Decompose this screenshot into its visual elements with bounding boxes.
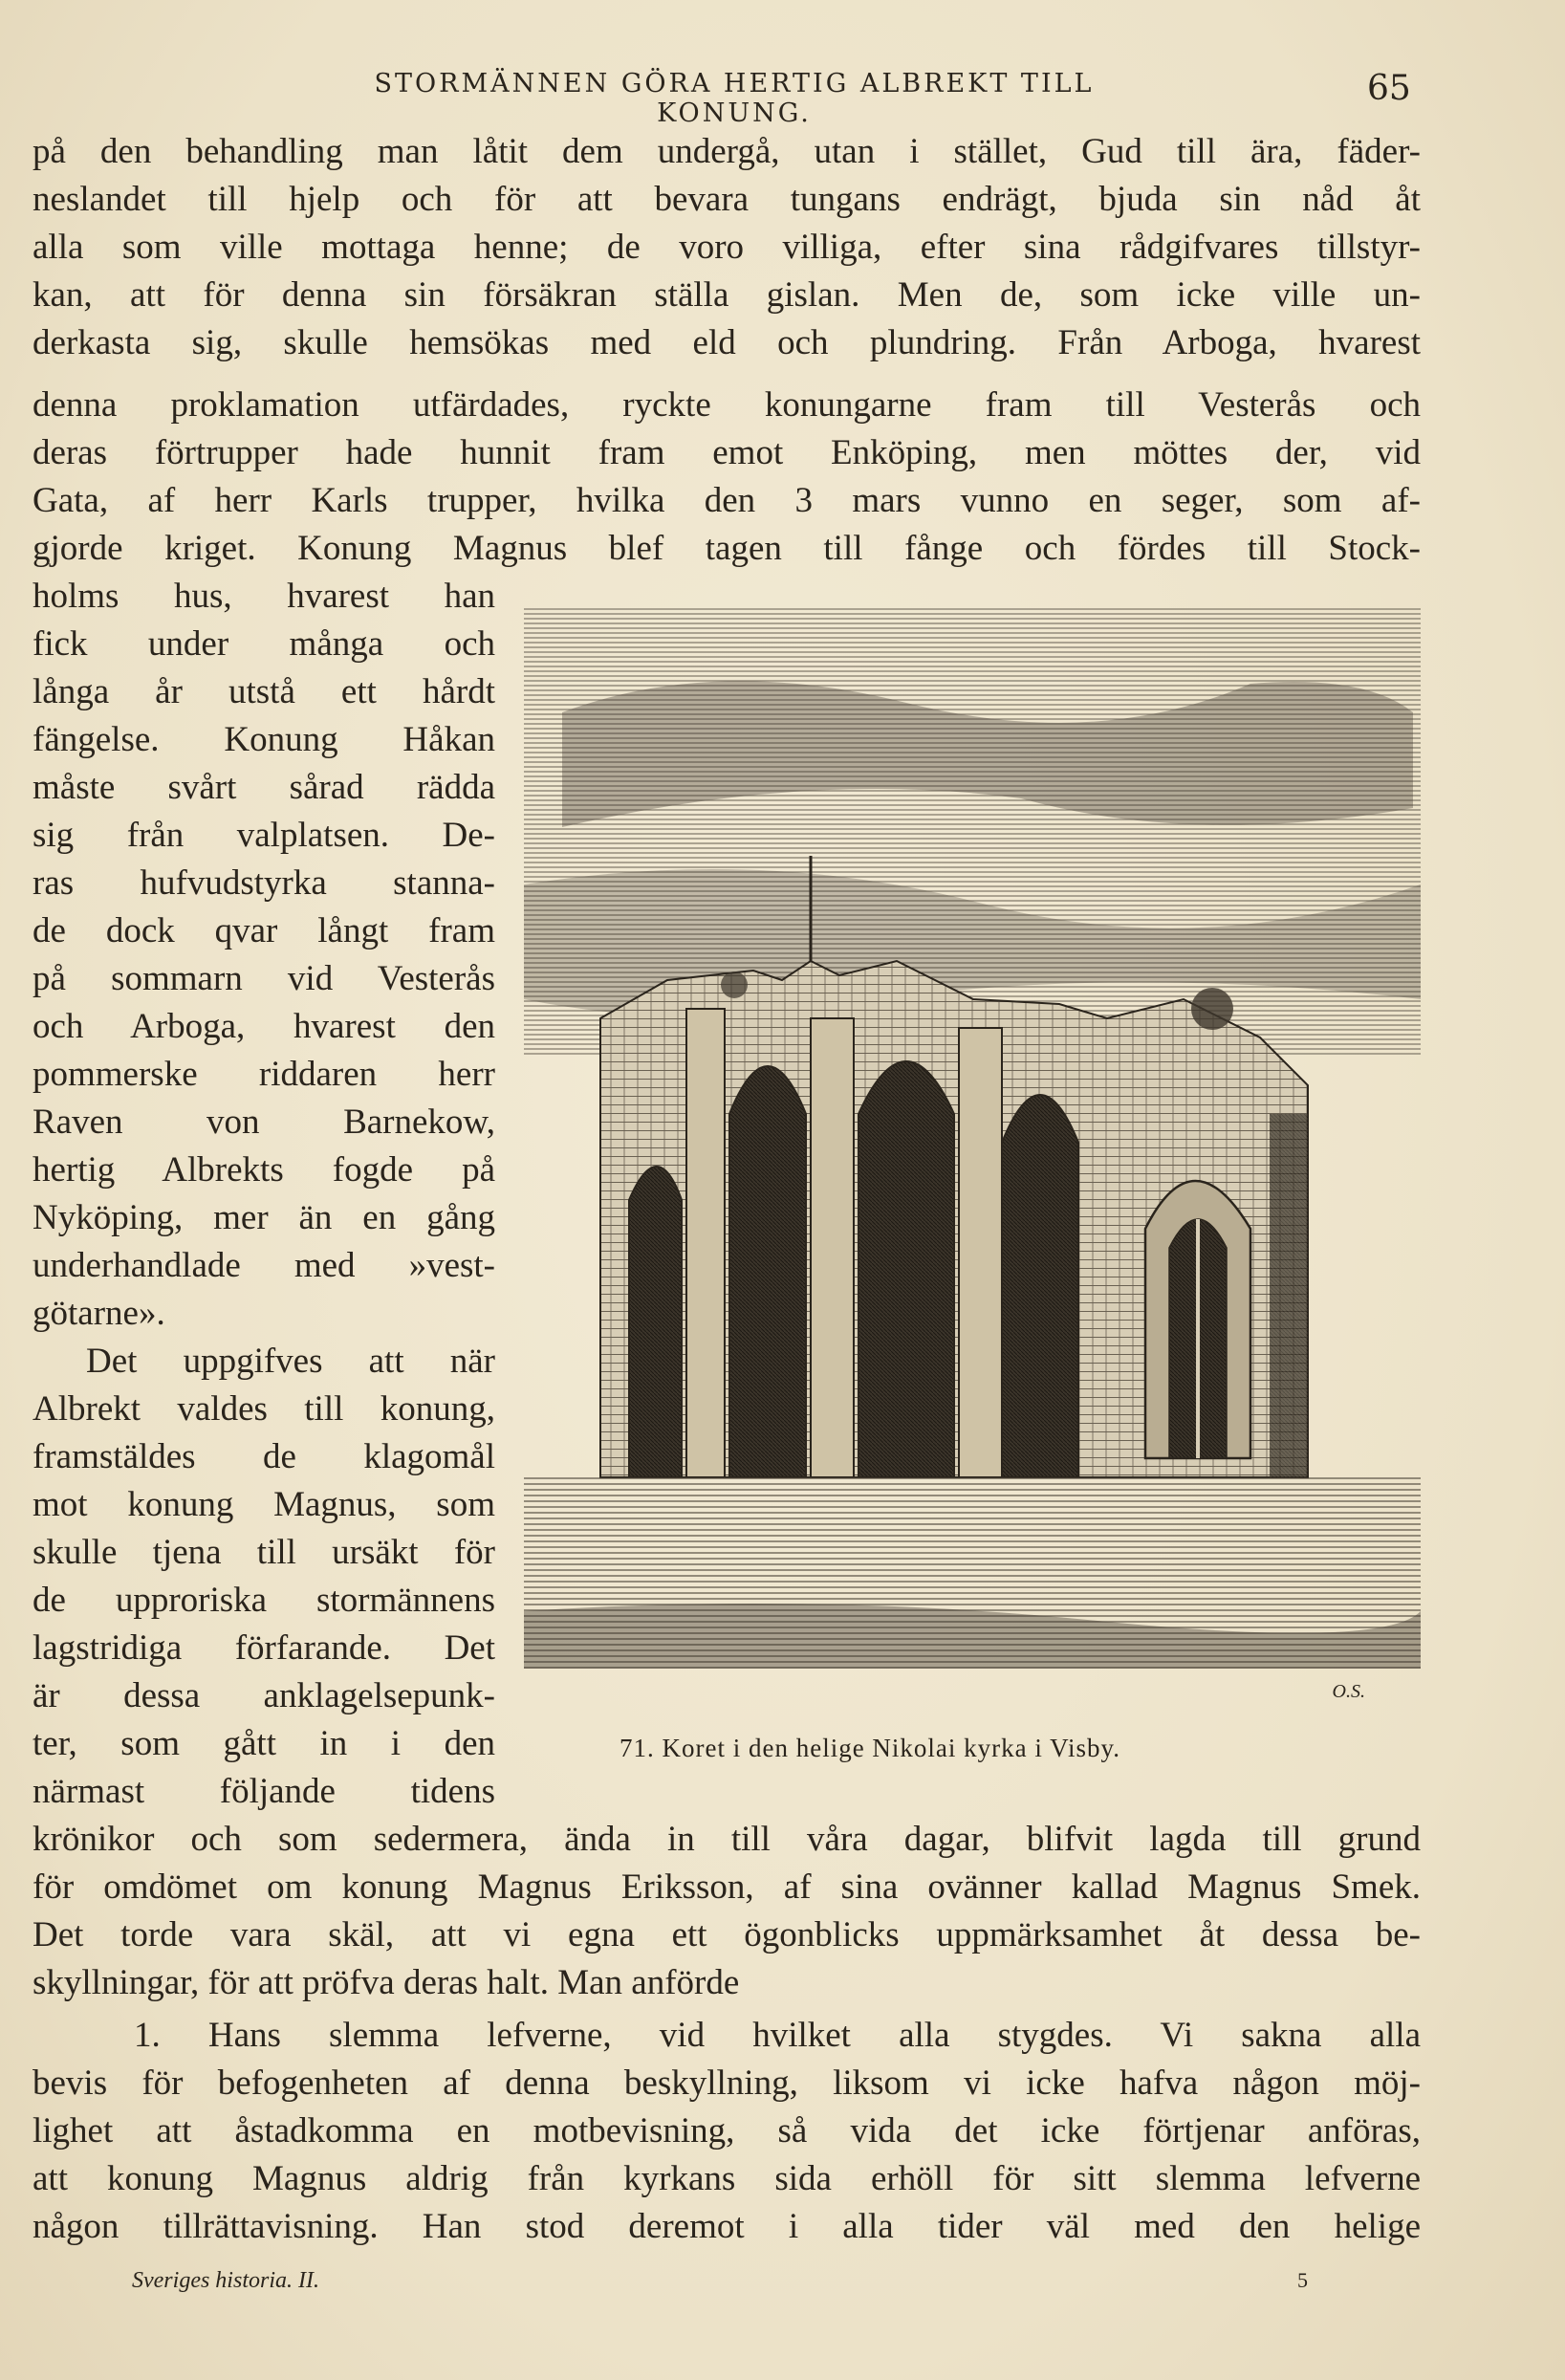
text-line: neslandet till hjelp och för att bevara tungans endrägt, bjuda sin nåd åt xyxy=(33,180,1421,219)
text-line: Gata, af herr Karls trupper, hvilka den 3 mars vunno en seger, som af- xyxy=(33,481,1421,520)
column-line: måste svårt sårad rädda xyxy=(33,768,495,807)
column-line: lagstridiga förfarande. Det xyxy=(33,1628,495,1668)
engraving-illustration xyxy=(524,598,1421,1702)
column-line: underhandlade med »vest- xyxy=(33,1246,495,1285)
column-line: fick under många och xyxy=(33,624,495,664)
column-line: ras hufvudstyrka stanna- xyxy=(33,863,495,903)
column-line: sig från valplatsen. De- xyxy=(33,816,495,855)
column-line: hertig Albrekts fogde på xyxy=(33,1150,495,1190)
text-line: krönikor och som sedermera, ända in till våra dagar, blifvit lagda till grund xyxy=(33,1820,1421,1859)
text-line: att konung Magnus aldrig från kyrkans sida erhöll för sitt slemma lefverne xyxy=(33,2159,1421,2198)
text-line: på den behandling man låtit dem undergå, utan i stället, Gud till ära, fäder- xyxy=(33,132,1421,171)
text-line: kan, att för denna sin försäkran ställa gislan. Men de, som icke ville un- xyxy=(33,275,1421,315)
text-line: någon tillrättavisning. Han stod deremot i alla tider väl med den helige xyxy=(33,2207,1421,2246)
text-line: 1. Hans slemma lefverne, vid hvilket alla stygdes. Vi sakna alla xyxy=(134,2016,1421,2055)
column-line: de dock qvar långt fram xyxy=(33,911,495,950)
column-line: närmast följande tidens xyxy=(33,1772,495,1811)
text-line: Det torde vara skäl, att vi egna ett ögonblicks uppmärksamhet åt dessa be- xyxy=(33,1915,1421,1954)
page-number: 65 xyxy=(1367,69,1411,108)
column-line: götarne». xyxy=(33,1294,165,1333)
column-line: fängelse. Konung Håkan xyxy=(33,720,495,759)
figure-caption: 71. Koret i den helige Nikolai kyrka i Visby. xyxy=(619,1734,1121,1762)
column-line: Albrekt valdes till konung, xyxy=(33,1389,495,1429)
text-line: deras förtrupper hade hunnit fram emot Enköping, men möttes der, vid xyxy=(33,433,1421,472)
column-line: holms hus, hvarest han xyxy=(33,577,495,616)
column-line: på sommarn vid Vesterås xyxy=(33,959,495,998)
text-line: gjorde kriget. Konung Magnus blef tagen till fånge och fördes till Stock- xyxy=(33,529,1421,568)
column-line: de upproriska stormännens xyxy=(33,1581,495,1620)
column-line: är dessa anklagelsepunk- xyxy=(33,1676,495,1715)
running-head: STORMÄNNEN GÖRA HERTIG ALBREKT TILL KONUNG. xyxy=(374,69,1095,128)
column-line: pommerske riddaren herr xyxy=(33,1055,495,1094)
column-line: skulle tjena till ursäkt för xyxy=(33,1533,495,1572)
engraver-mark: O.S. xyxy=(1332,1681,1365,1702)
column-line: ter, som gått in i den xyxy=(33,1724,495,1763)
column-line: Nyköping, mer än en gång xyxy=(33,1198,495,1237)
text-line: bevis för befogenheten af denna beskyllning, liksom vi icke hafva någon möj- xyxy=(33,2063,1421,2103)
column-line: Det uppgifves att när xyxy=(86,1342,495,1381)
column-line: mot konung Magnus, som xyxy=(33,1485,495,1524)
column-line: långa år utstå ett hårdt xyxy=(33,672,495,711)
column-line: och Arboga, hvarest den xyxy=(33,1007,495,1046)
text-line: för omdömet om konung Magnus Eriksson, af sina ovänner kallad Magnus Smek. xyxy=(33,1867,1421,1907)
column-line: framstäldes de klagomål xyxy=(33,1437,495,1476)
text-line: lighet att åstadkomma en motbevisning, så vida det icke förtjenar anföras, xyxy=(33,2111,1421,2151)
church-ruin-engraving xyxy=(524,598,1421,1702)
footer-book-title: Sveriges historia. II. xyxy=(132,2268,319,2293)
text-line: skyllningar, för att pröfva deras halt. Man anförde xyxy=(33,1963,740,2002)
footer-signature-mark: 5 xyxy=(1297,2268,1308,2292)
text-line: alla som ville mottaga henne; de voro villiga, efter sina rådgifvares tillstyr- xyxy=(33,228,1421,267)
text-line: denna proklamation utfärdades, ryckte konungarne fram till Vesterås och xyxy=(33,385,1421,425)
column-line: Raven von Barnekow, xyxy=(33,1103,495,1142)
text-line: derkasta sig, skulle hemsökas med eld och plundring. Från Arboga, hvarest xyxy=(33,323,1421,362)
